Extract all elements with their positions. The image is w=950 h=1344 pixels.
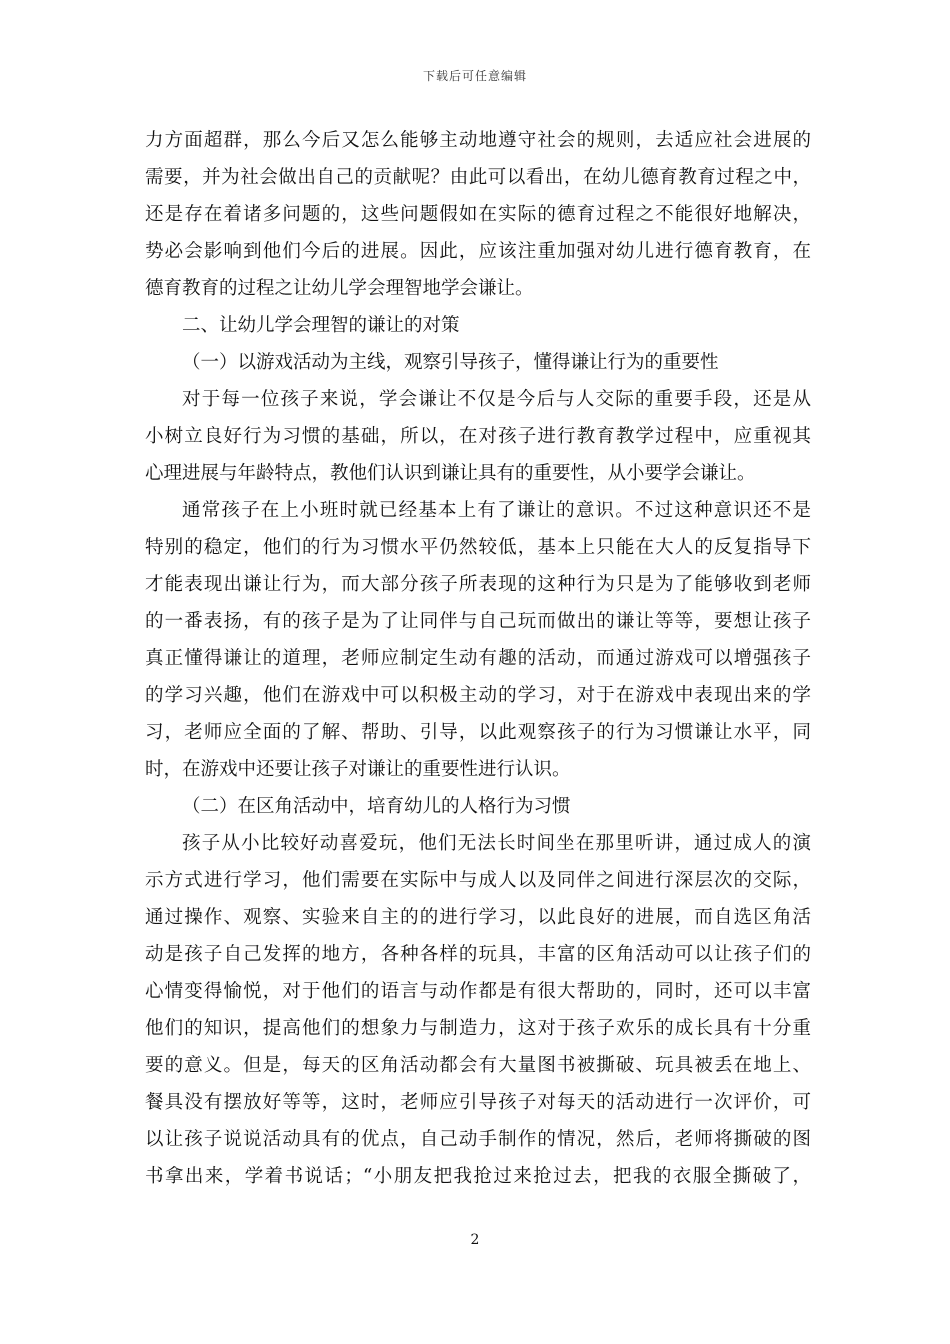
text-line: 的学习兴趣，他们在游戏中可以积极主动的学习，对于在游戏中表现出来的学 (145, 685, 811, 706)
text-line: 以让孩子说说活动具有的优点，自己动手制作的情况，然后，老师将撕破的图 (145, 1129, 811, 1150)
text-line: 餐具没有摆放好等等，这时，老师应引导孩子对每天的活动进行一次评价，可 (145, 1092, 811, 1113)
text-line: 通过操作、观察、实验来自主的的进行学习，以此良好的进展，而自选区角活 (145, 907, 811, 928)
text-line: 德育教育的过程之让幼儿学会理智地学会谦让。 (145, 278, 534, 299)
text-line: 心情变得愉悦，对于他们的语言与动作都是有很大帮助的，同时，还可以丰富 (145, 981, 811, 1002)
text-line: 时，在游戏中还要让孩子对谦让的重要性进行认识。 (145, 759, 571, 780)
text-line: 对于每一位孩子来说，学会谦让不仅是今后与人交际的重要手段，还是从 (182, 389, 811, 410)
page-header: 下载后可任意编辑 (422, 69, 527, 83)
page-number: 2 (470, 1232, 480, 1248)
text-line: 习，老师应全面的了解、帮助、引导，以此观察孩子的行为习惯谦让水平，同 (145, 722, 811, 743)
document-body (145, 122, 811, 1195)
section-heading: 二、让幼儿学会理智的谦让的对策 (182, 315, 460, 336)
text-line: 真正懂得谦让的道理，老师应制定生动有趣的活动，而通过游戏可以增强孩子 (145, 648, 811, 669)
text-line: 特别的稳定，他们的行为习惯水平仍然较低，基本上只能在大人的反复指导下 (145, 537, 811, 558)
text-line: 示方式进行学习，他们需要在实际中与成人以及同伴之间进行深层次的交际， (145, 870, 811, 891)
text-line: 的一番表扬，有的孩子是为了让同伴与自己玩而做出的谦让等等，要想让孩子 (145, 611, 811, 632)
text-line: 要的意义。但是，每天的区角活动都会有大量图书被撕破、玩具被丢在地上、 (145, 1055, 811, 1076)
text-line: 他们的知识，提高他们的想象力与制造力，这对于孩子欢乐的成长具有十分重 (145, 1018, 811, 1039)
text-line: 力方面超群，那么今后又怎么能够主动地遵守社会的规则，去适应社会进展的 (145, 130, 811, 151)
text-line: 才能表现出谦让行为，而大部分孩子所表现的这种行为只是为了能够收到老师 (145, 574, 811, 595)
text-line: 小树立良好行为习惯的基础，所以，在对孩子进行教育教学过程中，应重视其 (145, 426, 811, 447)
subsection-heading: （一）以游戏活动为主线，观察引导孩子，懂得谦让行为的重要性 (182, 352, 719, 373)
text-line: 还是存在着诸多问题的，这些问题假如在实际的德育过程之不能很好地解决， (145, 204, 811, 225)
text-line: 需要，并为社会做出自己的贡献呢？由此可以看出，在幼儿德育教育过程之中， (145, 167, 811, 188)
subsection-heading: （二）在区角活动中，培育幼儿的人格行为习惯 (182, 796, 571, 817)
text-line: 孩子从小比较好动喜爱玩，他们无法长时间坐在那里听讲，通过成人的演 (182, 833, 811, 854)
text-line: 心理进展与年龄特点，教他们认识到谦让具有的重要性，从小要学会谦让。 (145, 463, 756, 484)
text-line: 动是孩子自己发挥的地方，各种各样的玩具，丰富的区角活动可以让孩子们的 (145, 944, 811, 965)
text-line: 势必会影响到他们今后的进展。因此，应该注重加强对幼儿进行德育教育，在 (145, 241, 811, 262)
text-line: 通常孩子在上小班时就已经基本上有了谦让的意识。不过这种意识还不是 (182, 500, 811, 521)
text-line: 书拿出来，学着书说话；“小朋友把我抢过来抢过去，把我的衣服全撕破了， (145, 1166, 811, 1187)
